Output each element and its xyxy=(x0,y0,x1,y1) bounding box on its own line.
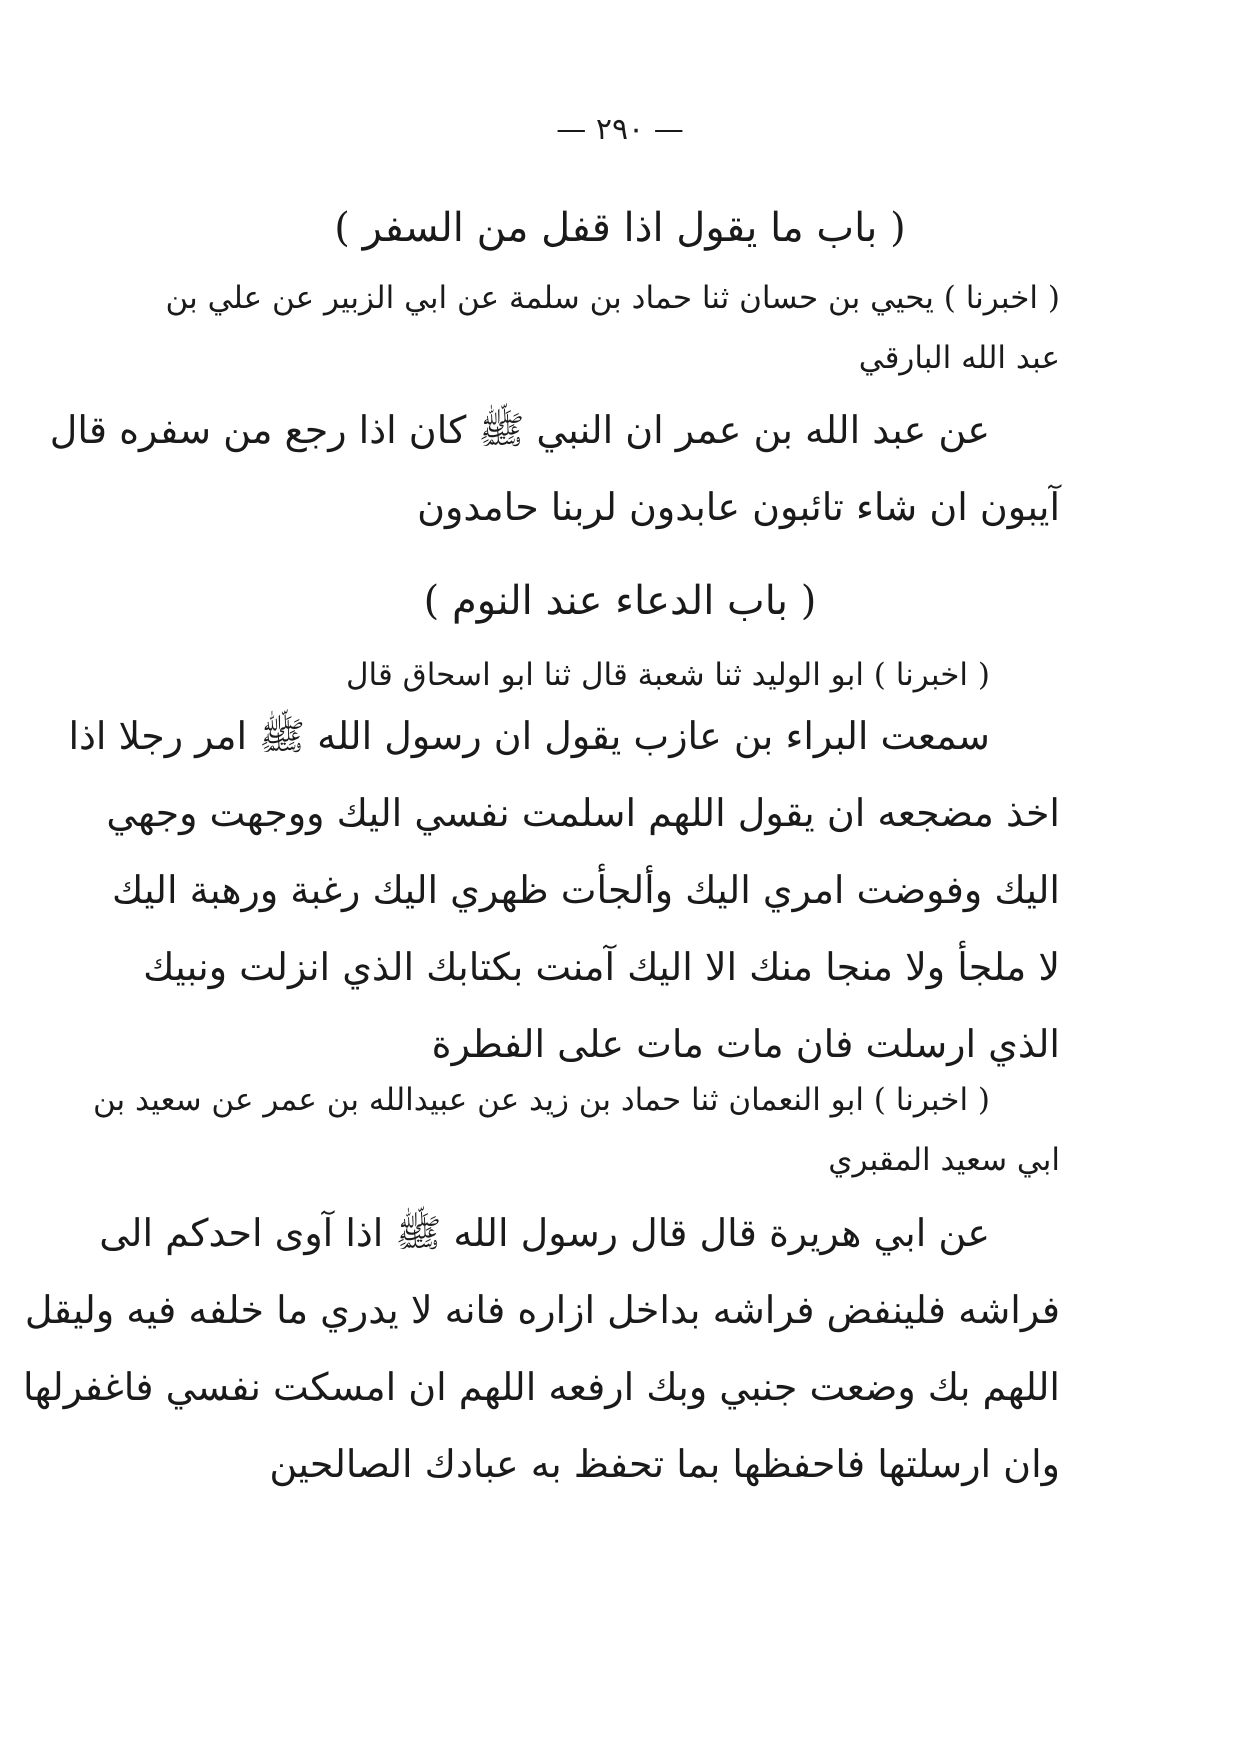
hadith-line: عن ابي هريرة قال قال رسول الله ﷺ اذا آوى احدكم الى xyxy=(99,1211,990,1255)
page-number: — ٢٩٠ — xyxy=(556,112,684,147)
hadith-line: سمعت البراء بن عازب يقول ان رسول الله ﷺ امر رجلا اذا xyxy=(68,714,990,758)
hadith-line: الذي ارسلت فان مات مات على الفطرة xyxy=(431,1022,1060,1066)
chapter-heading-returning-from-travel: ( باب ما يقول اذا قفل من السفر ) xyxy=(334,205,906,251)
isnad-block xyxy=(180,645,1060,705)
chapter-heading-supplication-at-sleep: ( باب الدعاء عند النوم ) xyxy=(423,578,817,624)
isnad-line: عبد الله البارقي xyxy=(858,340,1060,376)
isnad-line: ( اخبرنا ) ابو النعمان ثنا حماد بن زيد عن عبيدالله بن عمر عن سعيد بن xyxy=(92,1082,990,1118)
isnad-line: ( اخبرنا ) ابو الوليد ثنا شعبة قال ثنا ابو اسحاق قال xyxy=(346,657,990,693)
hadith-line: عن عبد الله بن عمر ان النبي ﷺ كان اذا رجع من سفره قال xyxy=(49,408,990,452)
hadith-line: فراشه فلينفض فراشه بداخل ازاره فانه لا يدري ما خلفه فيه وليقل xyxy=(24,1288,1060,1332)
hadith-line: اللهم بك وضعت جنبي وبك ارفعه اللهم ان امسكت نفسي فاغفرلها xyxy=(23,1365,1060,1409)
hadith-line: آيبون ان شاء تائبون عابدون لربنا حامدون xyxy=(417,485,1060,529)
hadith-line: اخذ مضجعه ان يقول اللهم اسلمت نفسي اليك ووجهت وجهي xyxy=(106,791,1060,835)
isnad-block xyxy=(92,1070,1060,1190)
isnad-block xyxy=(165,268,1060,388)
hadith-text-block xyxy=(68,698,1060,1083)
hadith-line: لا ملجأ ولا منجا منك الا اليك آمنت بكتابك الذي انزلت ونبيك xyxy=(143,945,1060,989)
hadith-text-block xyxy=(49,392,1060,546)
isnad-line: ( اخبرنا ) يحيي بن حسان ثنا حماد بن سلمة عن ابي الزبير عن علي بن xyxy=(165,280,1060,316)
hadith-line: وان ارسلتها فاحفظها بما تحفظ به عبادك الصالحين xyxy=(269,1442,1060,1486)
isnad-line: ابي سعيد المقبري xyxy=(828,1142,1060,1178)
hadith-text-block xyxy=(23,1195,1060,1503)
hadith-line: اليك وفوضت امري اليك وألجأت ظهري اليك رغبة ورهبة اليك xyxy=(111,868,1060,912)
